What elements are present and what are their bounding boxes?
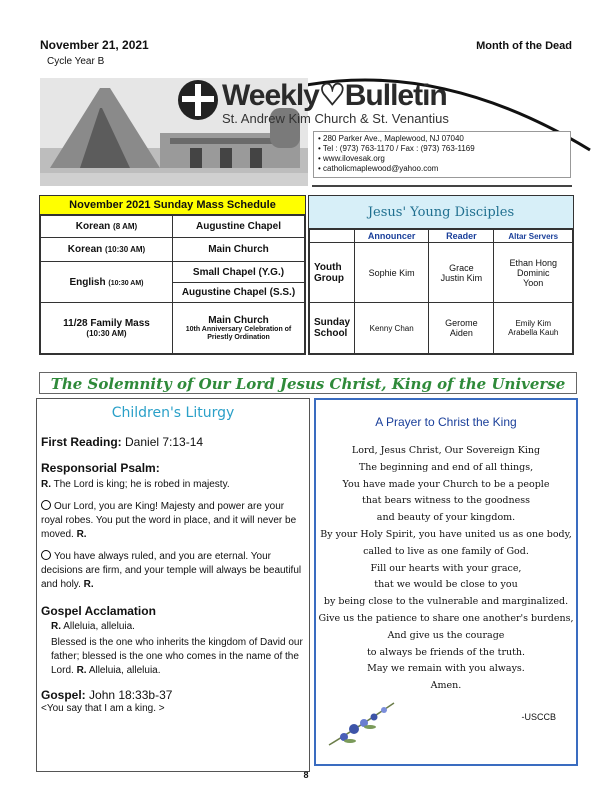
- acclamation-heading: Gospel Acclamation: [41, 604, 156, 618]
- prayer-box: [314, 398, 578, 766]
- mass-schedule: [39, 195, 306, 355]
- mass-place: Main Church: [173, 238, 305, 262]
- first-reading: First Reading: Daniel 7:13-14: [41, 435, 204, 449]
- prayer-line: called to live as one family of God.: [363, 545, 529, 557]
- gospel-quote: <You say that I am a king. >: [41, 703, 165, 714]
- prayer-line: And give us the courage: [387, 629, 505, 641]
- childrens-liturgy: [36, 398, 310, 772]
- prayer-line: and beauty of your kingdom.: [376, 512, 516, 524]
- mass-schedule-title: November 2021 Sunday Mass Schedule: [40, 196, 305, 215]
- row-label: Youth Group: [310, 243, 355, 303]
- solemnity-title: The Solemnity of Our Lord Jesus Christ, King of the Universe: [39, 372, 577, 394]
- mass-place: Small Chapel (Y.G.): [173, 262, 305, 283]
- acclamation: Blessed is the one who inherits the kingdom of David our father; blessed is the one who comes in the name of the Lord. R. Alleluia, alleluia.: [51, 637, 303, 676]
- logo-title: Weekly♡Bulletin: [222, 79, 447, 112]
- young-disciples-title: Jesus' Young Disciples: [309, 196, 573, 229]
- phone-fax: • Tel : (973) 763-1170 / Fax : (973) 763-1169: [318, 144, 566, 154]
- liturgy-title: Children's Liturgy: [111, 405, 235, 421]
- young-disciples-table: [309, 229, 573, 354]
- liturgical-cycle: Cycle Year B: [47, 56, 105, 67]
- altar-servers: Ethan Hong Dominic Yoon: [494, 243, 573, 303]
- column-header: Reader: [429, 230, 494, 243]
- psalm-heading: Responsorial Psalm:: [41, 461, 160, 475]
- mass-place: Augustine Chapel (S.S.): [173, 283, 305, 303]
- month-theme: Month of the Dead: [476, 40, 572, 52]
- bulletin-date: November 21, 2021: [40, 38, 149, 52]
- page-number: 8: [303, 770, 309, 780]
- email[interactable]: • catholicmaplewood@yahoo.com: [318, 164, 566, 174]
- floral-icon: [324, 695, 404, 750]
- mass-place: Augustine Chapel: [173, 216, 305, 238]
- prayer-line: Amen.: [430, 680, 462, 692]
- prayer-line: that we would be close to you: [374, 579, 518, 591]
- mass-schedule-table: [40, 215, 305, 354]
- announcer: Kenny Chan: [355, 303, 429, 354]
- prayer-line: Lord, Jesus Christ, Our Sovereign King: [351, 445, 541, 456]
- reader: Gerome Aiden: [429, 303, 494, 354]
- column-header: Announcer: [355, 230, 429, 243]
- prayer-line: You have made your Church to be a people: [342, 478, 550, 490]
- psalm-response: R. The Lord is king; he is robed in majesty.: [41, 479, 230, 490]
- prayer-line: Fill our hearts with your grace,: [370, 562, 522, 574]
- mass-label: 11/28 Family Mass (10:30 AM): [41, 303, 173, 354]
- parish-name: St. Andrew Kim Church & St. Venantius: [222, 111, 449, 126]
- contact-box: [313, 131, 571, 178]
- prayer-line: Give us the patience to share one another's burdens,: [318, 612, 574, 624]
- mass-label: English (10:30 AM): [41, 262, 173, 303]
- prayer-title: A Prayer to Christ the King: [375, 415, 517, 429]
- mass-label: Korean (10:30 AM): [41, 238, 173, 262]
- row-label: Sunday School: [310, 303, 355, 354]
- prayer-line: May we remain with you always.: [367, 663, 525, 675]
- prayer-line: that bears witness to the goodness: [362, 495, 530, 507]
- prayer-line: The beginning and end of all things,: [358, 461, 534, 473]
- prayer-line: By your Holy Spirit, you have united us as one body,: [320, 528, 572, 540]
- reader: Grace Justin Kim: [429, 243, 494, 303]
- bullet-circle-icon: [41, 500, 51, 510]
- prayer-line: to always be friends of the truth.: [366, 646, 526, 658]
- psalm-verse: Our Lord, you are King! Majesty and power are your royal robes. You put the word in place, and it will never be moved. R.: [41, 501, 297, 540]
- altar-servers: Emily Kim Arabella Kauh: [494, 303, 573, 354]
- announcer: Sophie Kim: [355, 243, 429, 303]
- young-disciples: [308, 195, 574, 355]
- mass-place: Main Church 10th Anniversary Celebration of Priestly Ordination: [173, 303, 305, 354]
- bulletin-logo: [178, 78, 448, 126]
- mass-label: Korean (8 AM): [41, 216, 173, 238]
- column-header: Altar Servers: [494, 230, 573, 243]
- bullet-circle-icon: [41, 550, 51, 560]
- address: • 280 Parker Ave., Maplewood, NJ 07040: [318, 134, 566, 144]
- prayer-source: -USCCB: [521, 712, 556, 722]
- psalm-verse: You have always ruled, and you are eternal. Your decisions are firm, and your temple will always be beautiful and holy. R.: [41, 551, 302, 590]
- cross-icon: [178, 80, 218, 120]
- divider: [312, 185, 572, 187]
- prayer-line: by being close to the vulnerable and marginalized.: [323, 596, 569, 608]
- gospel: Gospel: John 18:33b-37: [41, 688, 173, 702]
- website[interactable]: • www.ilovesak.org: [318, 154, 566, 164]
- acclamation: R. Alleluia, alleluia.: [51, 621, 135, 632]
